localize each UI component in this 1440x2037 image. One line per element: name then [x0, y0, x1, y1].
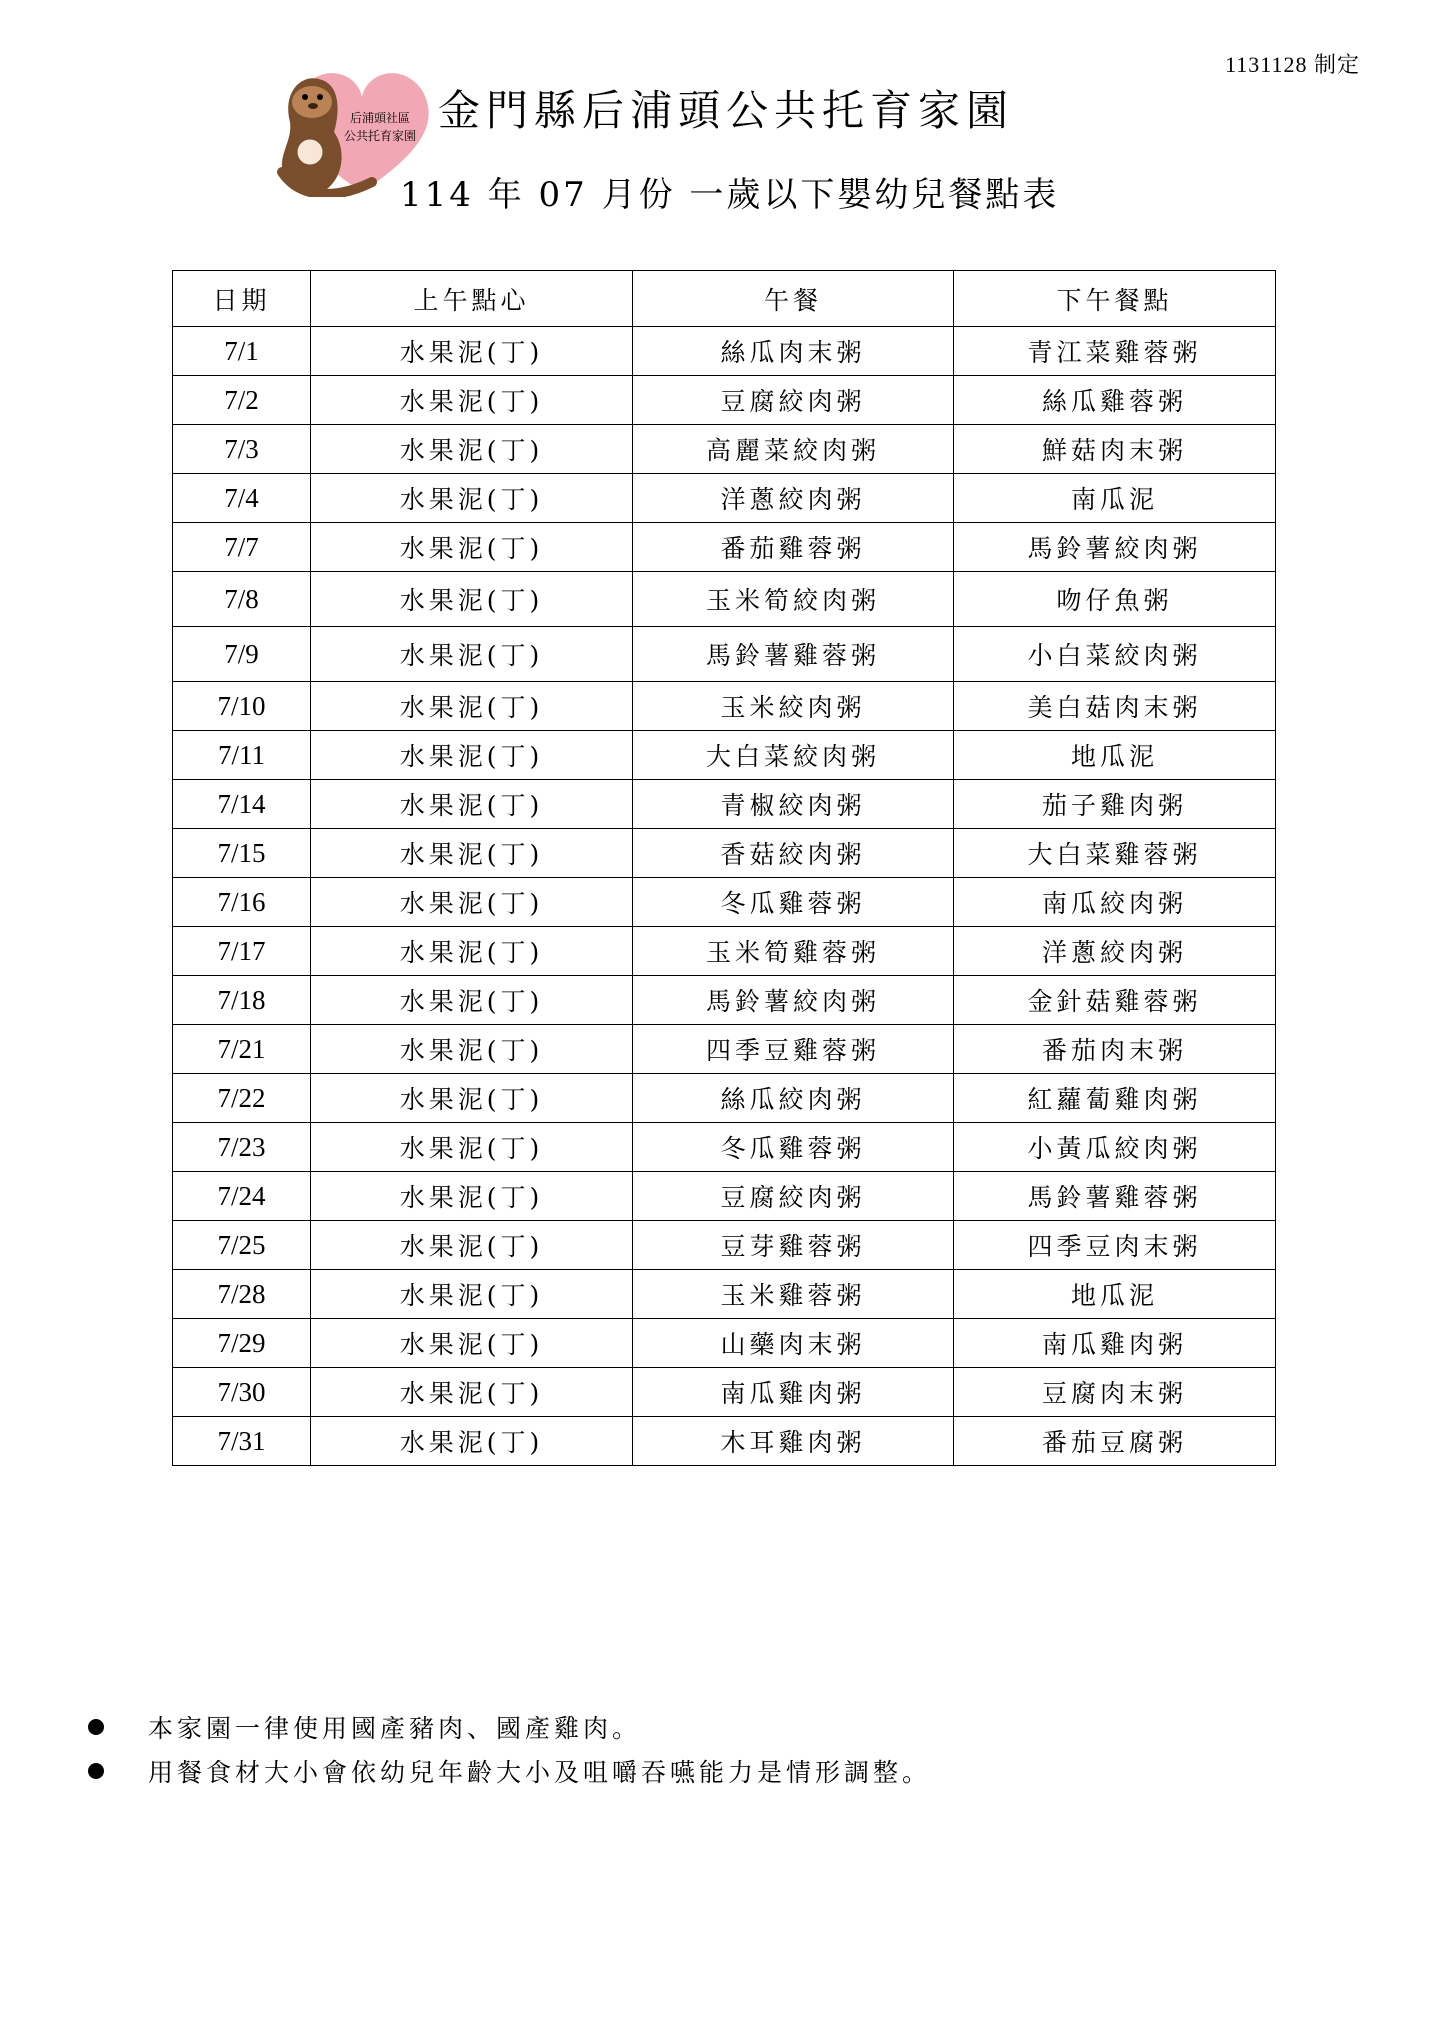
date-cell: 7/21 — [173, 1025, 311, 1074]
table-row — [173, 1123, 1276, 1172]
notes-list — [88, 1705, 1348, 1793]
table-row — [173, 1074, 1276, 1123]
date-cell: 7/15 — [173, 829, 311, 878]
lunch-cell: 木耳雞肉粥 — [633, 1417, 954, 1466]
table-row — [173, 523, 1276, 572]
afternoon-snack-cell: 大白菜雞蓉粥 — [954, 829, 1276, 878]
morning-snack-cell: 水果泥(丁) — [311, 780, 633, 829]
morning-snack-cell: 水果泥(丁) — [311, 1270, 633, 1319]
date-cell: 7/24 — [173, 1172, 311, 1221]
afternoon-snack-cell: 番茄豆腐粥 — [954, 1417, 1276, 1466]
date-cell: 7/9 — [173, 627, 311, 682]
afternoon-snack-cell: 馬鈴薯絞肉粥 — [954, 523, 1276, 572]
logo-text-line1: 后浦頭社區 — [349, 111, 411, 125]
afternoon-snack-cell: 絲瓜雞蓉粥 — [954, 376, 1276, 425]
date-cell: 7/11 — [173, 731, 311, 780]
header-afternoon-snack: 下午餐點 — [954, 271, 1276, 327]
morning-snack-cell: 水果泥(丁) — [311, 327, 633, 376]
morning-snack-cell: 水果泥(丁) — [311, 1368, 633, 1417]
afternoon-snack-cell: 南瓜泥 — [954, 474, 1276, 523]
afternoon-snack-cell: 地瓜泥 — [954, 1270, 1276, 1319]
table-row — [173, 425, 1276, 474]
date-cell: 7/10 — [173, 682, 311, 731]
afternoon-snack-cell: 洋蔥絞肉粥 — [954, 927, 1276, 976]
table-row — [173, 878, 1276, 927]
date-cell: 7/31 — [173, 1417, 311, 1466]
lunch-cell: 冬瓜雞蓉粥 — [633, 878, 954, 927]
date-cell: 7/30 — [173, 1368, 311, 1417]
lunch-cell: 玉米筍雞蓉粥 — [633, 927, 954, 976]
table-row — [173, 376, 1276, 425]
afternoon-snack-cell: 吻仔魚粥 — [954, 572, 1276, 627]
table-row — [173, 731, 1276, 780]
table-row — [173, 1319, 1276, 1368]
table-row — [173, 327, 1276, 376]
morning-snack-cell: 水果泥(丁) — [311, 1319, 633, 1368]
meal-menu-table — [172, 270, 1276, 1466]
afternoon-snack-cell: 小黃瓜絞肉粥 — [954, 1123, 1276, 1172]
morning-snack-cell: 水果泥(丁) — [311, 1074, 633, 1123]
document-code: 1131128 制定 — [1225, 52, 1360, 77]
afternoon-snack-cell: 青江菜雞蓉粥 — [954, 327, 1276, 376]
lunch-cell: 豆腐絞肉粥 — [633, 1172, 954, 1221]
morning-snack-cell: 水果泥(丁) — [311, 523, 633, 572]
table-row — [173, 1025, 1276, 1074]
lunch-cell: 山藥肉末粥 — [633, 1319, 954, 1368]
table-row — [173, 682, 1276, 731]
lunch-cell: 絲瓜絞肉粥 — [633, 1074, 954, 1123]
morning-snack-cell: 水果泥(丁) — [311, 1172, 633, 1221]
date-cell: 7/8 — [173, 572, 311, 627]
morning-snack-cell: 水果泥(丁) — [311, 1123, 633, 1172]
morning-snack-cell: 水果泥(丁) — [311, 1221, 633, 1270]
afternoon-snack-cell: 美白菇肉末粥 — [954, 682, 1276, 731]
lunch-cell: 洋蔥絞肉粥 — [633, 474, 954, 523]
morning-snack-cell: 水果泥(丁) — [311, 731, 633, 780]
lunch-cell: 香菇絞肉粥 — [633, 829, 954, 878]
table-row — [173, 627, 1276, 682]
lunch-cell: 冬瓜雞蓉粥 — [633, 1123, 954, 1172]
morning-snack-cell: 水果泥(丁) — [311, 878, 633, 927]
afternoon-snack-cell: 豆腐肉末粥 — [954, 1368, 1276, 1417]
date-cell: 7/2 — [173, 376, 311, 425]
morning-snack-cell: 水果泥(丁) — [311, 474, 633, 523]
header-date: 日期 — [173, 271, 311, 327]
table-header-row — [173, 271, 1276, 327]
date-cell: 7/7 — [173, 523, 311, 572]
table-row — [173, 1368, 1276, 1417]
logo-text-line2: 公共托育家園 — [343, 129, 417, 143]
table-row — [173, 976, 1276, 1025]
date-cell: 7/1 — [173, 327, 311, 376]
lunch-cell: 玉米絞肉粥 — [633, 682, 954, 731]
afternoon-snack-cell: 紅蘿蔔雞肉粥 — [954, 1074, 1276, 1123]
date-cell: 7/22 — [173, 1074, 311, 1123]
lunch-cell: 馬鈴薯雞蓉粥 — [633, 627, 954, 682]
note-text: 本家園一律使用國產豬肉、國產雞肉。 — [148, 1714, 642, 1743]
lunch-cell: 豆芽雞蓉粥 — [633, 1221, 954, 1270]
date-cell: 7/16 — [173, 878, 311, 927]
table-row — [173, 474, 1276, 523]
table-row — [173, 1417, 1276, 1466]
morning-snack-cell: 水果泥(丁) — [311, 627, 633, 682]
date-cell: 7/18 — [173, 976, 311, 1025]
table-row — [173, 780, 1276, 829]
afternoon-snack-cell: 小白菜絞肉粥 — [954, 627, 1276, 682]
date-cell: 7/4 — [173, 474, 311, 523]
morning-snack-cell: 水果泥(丁) — [311, 376, 633, 425]
afternoon-snack-cell: 南瓜雞肉粥 — [954, 1319, 1276, 1368]
morning-snack-cell: 水果泥(丁) — [311, 829, 633, 878]
header-morning-snack: 上午點心 — [311, 271, 633, 327]
table-row — [173, 1172, 1276, 1221]
lunch-cell: 玉米雞蓉粥 — [633, 1270, 954, 1319]
bullet-icon — [88, 1719, 104, 1735]
date-cell: 7/3 — [173, 425, 311, 474]
table-row — [173, 927, 1276, 976]
lunch-cell: 豆腐絞肉粥 — [633, 376, 954, 425]
lunch-cell: 高麗菜絞肉粥 — [633, 425, 954, 474]
afternoon-snack-cell: 馬鈴薯雞蓉粥 — [954, 1172, 1276, 1221]
morning-snack-cell: 水果泥(丁) — [311, 425, 633, 474]
table-row — [173, 1270, 1276, 1319]
lunch-cell: 絲瓜肉末粥 — [633, 327, 954, 376]
lunch-cell: 南瓜雞肉粥 — [633, 1368, 954, 1417]
morning-snack-cell: 水果泥(丁) — [311, 927, 633, 976]
afternoon-snack-cell: 四季豆肉末粥 — [954, 1221, 1276, 1270]
note-item — [88, 1749, 1348, 1793]
header-lunch: 午餐 — [633, 271, 954, 327]
morning-snack-cell: 水果泥(丁) — [311, 682, 633, 731]
table-row — [173, 572, 1276, 627]
afternoon-snack-cell: 南瓜絞肉粥 — [954, 878, 1276, 927]
organization-title: 金門縣后浦頭公共托育家園 — [438, 86, 1015, 135]
lunch-cell: 大白菜絞肉粥 — [633, 731, 954, 780]
afternoon-snack-cell: 番茄肉末粥 — [954, 1025, 1276, 1074]
morning-snack-cell: 水果泥(丁) — [311, 976, 633, 1025]
morning-snack-cell: 水果泥(丁) — [311, 1417, 633, 1466]
lunch-cell: 四季豆雞蓉粥 — [633, 1025, 954, 1074]
date-cell: 7/29 — [173, 1319, 311, 1368]
lunch-cell: 馬鈴薯絞肉粥 — [633, 976, 954, 1025]
afternoon-snack-cell: 鮮菇肉末粥 — [954, 425, 1276, 474]
date-cell: 7/28 — [173, 1270, 311, 1319]
date-cell: 7/23 — [173, 1123, 311, 1172]
menu-title: 114 年 07 月份 一歲以下嬰幼兒餐點表 — [400, 175, 1060, 215]
afternoon-snack-cell: 茄子雞肉粥 — [954, 780, 1276, 829]
lunch-cell: 青椒絞肉粥 — [633, 780, 954, 829]
note-item — [88, 1705, 1348, 1749]
note-text: 用餐食材大小會依幼兒年齡大小及咀嚼吞嚥能力是情形調整。 — [148, 1758, 932, 1787]
afternoon-snack-cell: 金針菇雞蓉粥 — [954, 976, 1276, 1025]
date-cell: 7/17 — [173, 927, 311, 976]
lunch-cell: 番茄雞蓉粥 — [633, 523, 954, 572]
lunch-cell: 玉米筍絞肉粥 — [633, 572, 954, 627]
date-cell: 7/25 — [173, 1221, 311, 1270]
afternoon-snack-cell: 地瓜泥 — [954, 731, 1276, 780]
table-row — [173, 1221, 1276, 1270]
morning-snack-cell: 水果泥(丁) — [311, 1025, 633, 1074]
morning-snack-cell: 水果泥(丁) — [311, 572, 633, 627]
date-cell: 7/14 — [173, 780, 311, 829]
table-row — [173, 829, 1276, 878]
bullet-icon — [88, 1763, 104, 1779]
